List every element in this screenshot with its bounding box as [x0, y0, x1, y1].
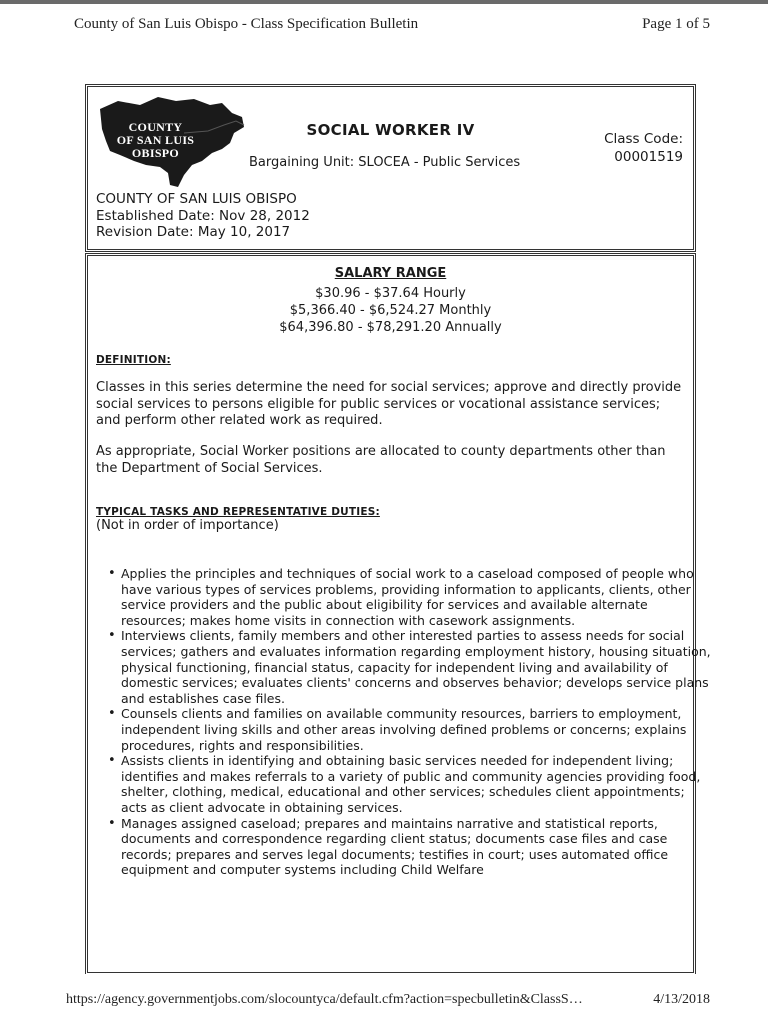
top-rule	[0, 0, 768, 4]
spec-header-box	[85, 84, 696, 252]
page-title: SOCIAL WORKER IV	[306, 121, 475, 139]
tasks-note: (Not in order of importance)	[96, 518, 279, 533]
county-name: COUNTY OF SAN LUIS OBISPO	[96, 191, 297, 207]
salary-annually: $64,396.80 - $78,291.20 Annually	[279, 320, 502, 335]
salary-range-heading: SALARY RANGE	[334, 266, 447, 281]
logo-line-2: OF SAN LUIS	[116, 133, 195, 147]
salary-hourly: $30.96 - $37.64 Hourly	[315, 286, 466, 301]
print-header	[62, 16, 710, 38]
logo-line-3: OBISPO	[131, 146, 180, 160]
salary-monthly: $5,366.40 - $6,524.27 Monthly	[289, 303, 492, 318]
class-code-value: 00001519	[614, 149, 683, 165]
definition-heading: DEFINITION:	[96, 354, 171, 366]
class-code-label: Class Code:	[604, 131, 683, 147]
county-info	[96, 191, 310, 241]
spec-body-box	[85, 253, 711, 974]
list-item: • Manages assigned caseload; prepares and maintains narrative and statistical reports, documents and correspondence regarding client status; documents case files and case records; prepares and serves legal documents; testifies in court; uses automated office equipment and computer systems including Child Welfare	[121, 816, 711, 878]
print-date: 4/13/2018	[653, 992, 710, 1007]
definition-paragraph-1: Classes in this series determine the need for social services; approve and directly provide social services to persons eligible for public services or vocational assistance services; and perform other related work as required.	[96, 380, 682, 428]
revision-date: Revision Date: May 10, 2017	[96, 224, 291, 240]
tasks-heading: TYPICAL TASKS AND REPRESENTATIVE DUTIES:	[96, 506, 380, 518]
page-url: https://agency.governmentjobs.com/slocountyca/default.cfm?action=specbulletin&ClassS…	[66, 992, 583, 1007]
duties-list	[98, 566, 711, 878]
county-map-logo-icon	[98, 95, 248, 191]
definition-paragraph-2: As appropriate, Social Worker positions are allocated to county departments other than the Department of Social Services.	[96, 444, 666, 476]
list-item: • Applies the principles and techniques of social work to a caseload composed of people who have various types of services problems, providing information to applicants, clients, other service providers and the public about eligibility for services and available alternate resources; makes home visits in connection with casework assignments.	[121, 566, 711, 628]
page-number: Page 1 of 5	[642, 16, 710, 32]
list-item: • Counsels clients and families on available community resources, barriers to employment, independent living skills and other areas involving defined problems or concerns; explains procedures, rights and responsibilities.	[121, 706, 711, 753]
list-item: • Interviews clients, family members and other interested parties to assess needs for social services; gathers and evaluates information regarding employment history, housing situation, physical functioning, financial status, capacity for independent living and availability of domestic services; evaluates clients' concerns and observes behavior; develops service plans and establishes case files.	[121, 628, 711, 706]
print-footer	[66, 992, 710, 1012]
bargaining-unit: Bargaining Unit: SLOCEA - Public Services	[249, 155, 521, 170]
established-date: Established Date: Nov 28, 2012	[96, 207, 310, 224]
print-header-title: County of San Luis Obispo - Class Specification Bulletin	[74, 16, 419, 32]
list-item: • Assists clients in identifying and obtaining basic services needed for independent living; identifies and makes referrals to a variety of public and community agencies providing food, shelter, clothing, medical, educational and other services; schedules client appointments; acts as client advocate in obtaining services.	[121, 753, 711, 815]
logo-line-1: COUNTY	[128, 120, 183, 134]
